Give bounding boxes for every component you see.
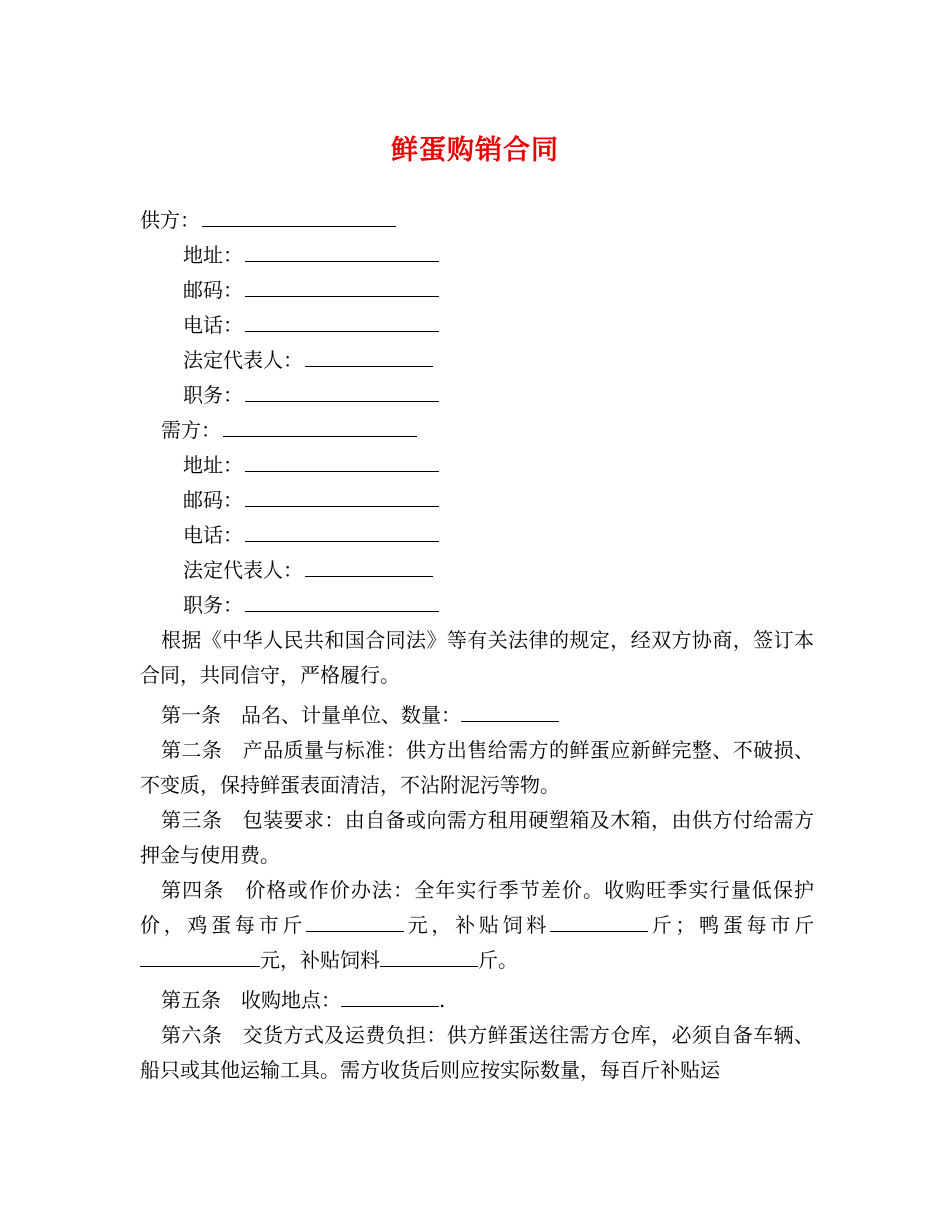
supplier-legal-rep-label: 法定代表人：: [183, 348, 303, 372]
intro-paragraph: 根据《中华人民共和国合同法》等有关法律的规定，经双方协商，签订本合同，共同信守，严格履行。: [140, 628, 814, 687]
buyer-row: [161, 418, 417, 442]
article-6: 第六条 交货方式及运费负担：供方鲜蛋送往需方仓库，必须自备车辆、船只或其他运输工具。需方收货后则应按实际数量，每百斤补贴运: [140, 1023, 814, 1082]
buyer-legal-rep-blank: [305, 558, 433, 577]
buyer-address-blank: [245, 453, 439, 472]
buyer-postcode-label: 邮码：: [183, 488, 243, 512]
article-2: 第二条 产品质量与标准：供方出售给需方的鲜蛋应新鲜完整、不破损、不变质，保持鲜蛋表面清洁，不沾附泥污等物。: [140, 738, 814, 797]
supplier-legal-rep-row: [183, 348, 433, 372]
buyer-position-row: [183, 593, 439, 617]
supplier-legal-rep-blank: [305, 348, 433, 367]
buyer-address-row: [183, 453, 439, 477]
supplier-phone-blank: [245, 313, 439, 332]
supplier-position-row: [183, 383, 439, 407]
supplier-postcode-label: 邮码：: [183, 278, 243, 302]
supplier-postcode-row: [183, 278, 439, 302]
supplier-phone-label: 电话：: [183, 313, 243, 337]
article-4-blank-4: [380, 948, 478, 967]
contract-title: 鲜蛋购销合同: [391, 135, 559, 166]
article-4-text-1: 第四条 价格或作价办法：全年实行季节差价。收购旺季实行量低保护价，鸡蛋每市斤: [140, 878, 814, 937]
article-1-blank: [461, 703, 559, 722]
supplier-position-blank: [245, 383, 439, 402]
article-1-text: 第一条 品名、计量单位、数量：: [161, 703, 461, 727]
article-4-text-2: 元，补贴饲料: [404, 913, 550, 937]
supplier-label: 供方：: [140, 208, 200, 232]
buyer-legal-rep-row: [183, 558, 433, 582]
article-4: [140, 873, 814, 978]
article-3: 第三条 包装要求：由自备或向需方租用硬塑箱及木箱，由供方付给需方押金与使用费。: [140, 808, 814, 867]
buyer-postcode-row: [183, 488, 439, 512]
buyer-phone-row: [183, 523, 439, 547]
article-4-blank-2: [550, 913, 648, 932]
supplier-postcode-blank: [245, 278, 439, 297]
buyer-label: 需方：: [161, 418, 221, 442]
supplier-address-label: 地址：: [183, 243, 243, 267]
buyer-address-label: 地址：: [183, 453, 243, 477]
article-4-text-5: 斤。: [478, 948, 518, 972]
article-5-end: .: [439, 988, 446, 1012]
buyer-position-blank: [245, 593, 439, 612]
supplier-phone-row: [183, 313, 439, 337]
supplier-address-blank: [245, 243, 439, 262]
buyer-phone-label: 电话：: [183, 523, 243, 547]
buyer-legal-rep-label: 法定代表人：: [183, 558, 303, 582]
buyer-position-label: 职务：: [183, 593, 243, 617]
supplier-row: [140, 208, 396, 232]
article-4-text-3: 斤；鸭蛋每市斤: [648, 913, 814, 937]
article-5: [140, 983, 814, 1018]
article-1: [140, 698, 814, 733]
article-4-blank-1: [306, 913, 404, 932]
buyer-phone-blank: [245, 523, 439, 542]
article-4-text-4: 元，补贴饲料: [260, 948, 380, 972]
buyer-blank: [223, 418, 417, 437]
supplier-blank: [202, 208, 396, 227]
article-5-blank: [341, 988, 439, 1007]
buyer-postcode-blank: [245, 488, 439, 507]
article-4-blank-3: [140, 948, 260, 967]
supplier-position-label: 职务：: [183, 383, 243, 407]
supplier-address-row: [183, 243, 439, 267]
article-5-text: 第五条 收购地点：: [161, 988, 341, 1012]
